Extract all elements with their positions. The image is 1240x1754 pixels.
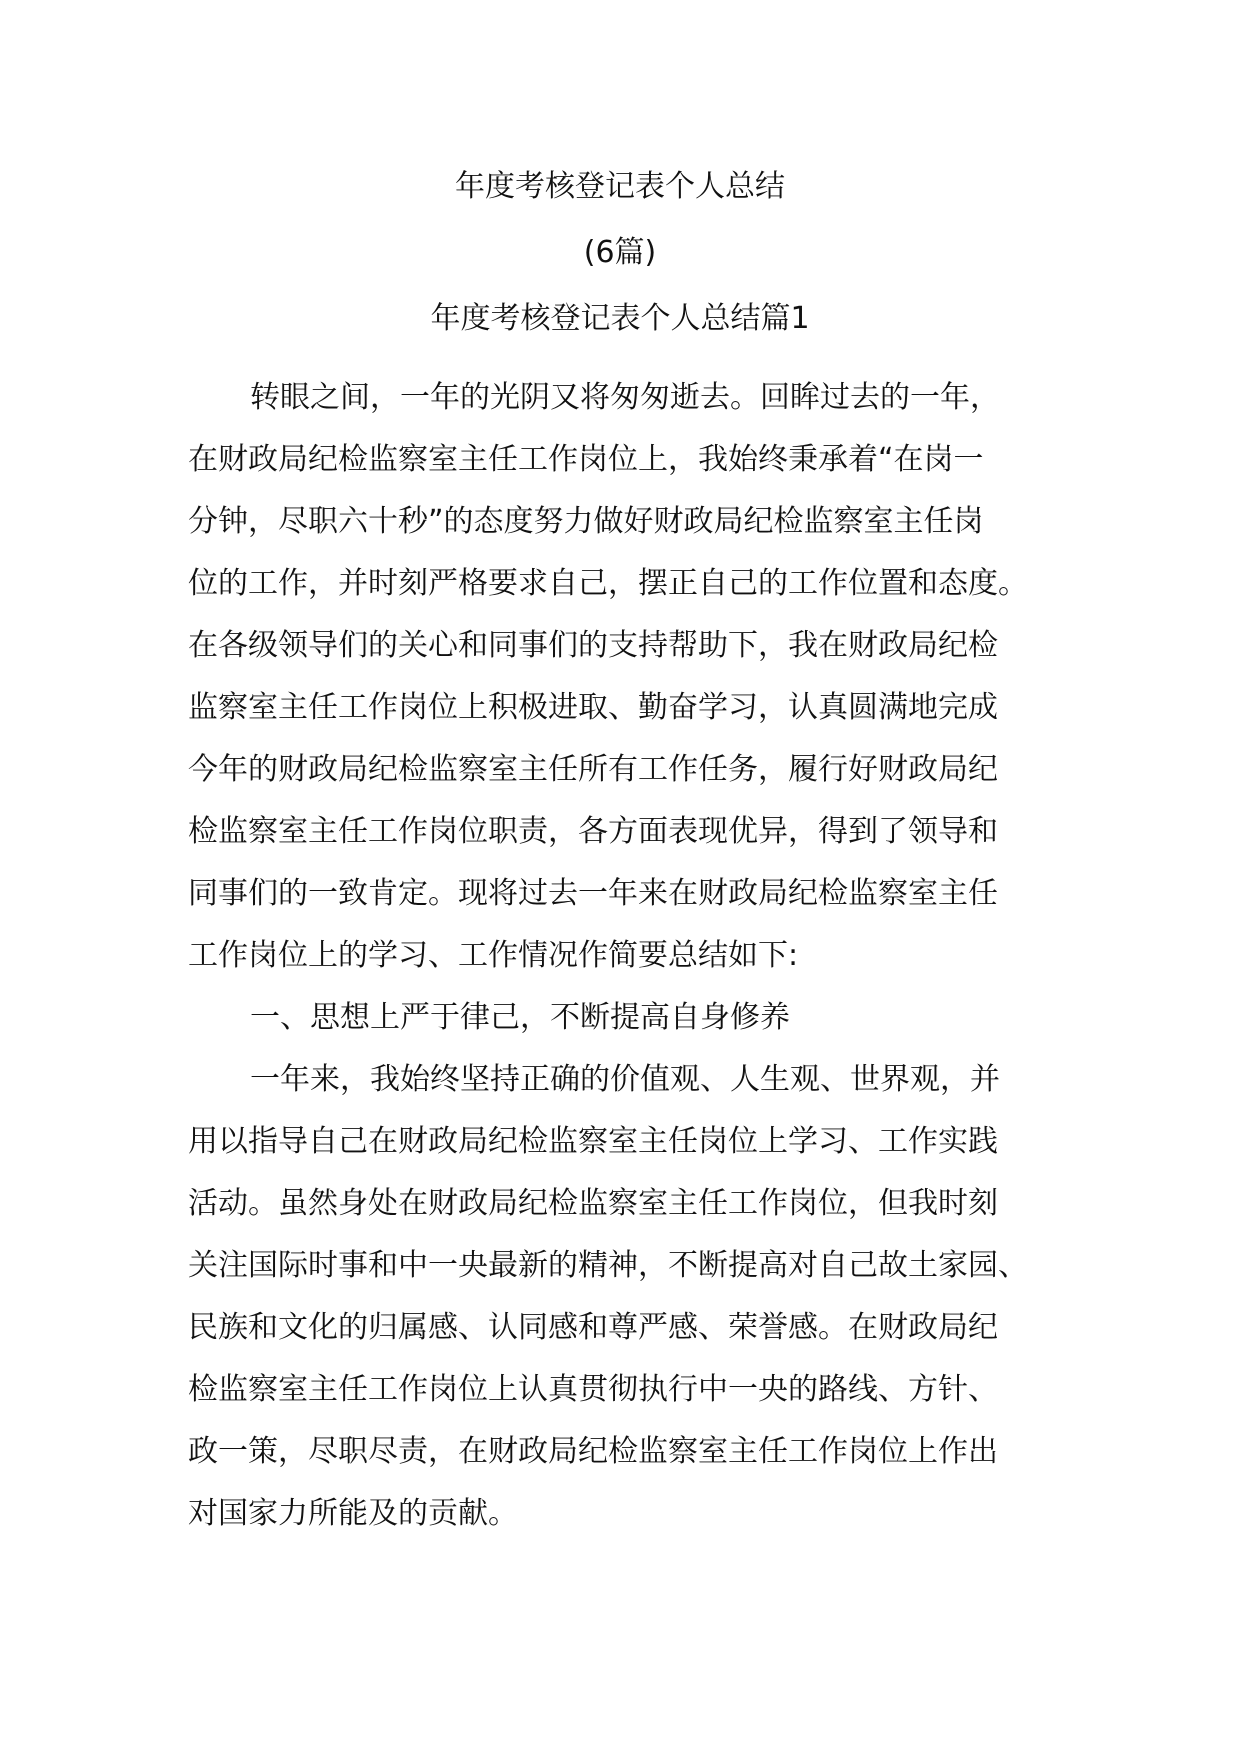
paragraph-line: 民族和文化的归属感、认同感和尊严感、荣誉感。在财政局纪: [188, 1310, 998, 1345]
paragraph-line: 今年的财政局纪检监察室主任所有工作任务，履行好财政局纪: [188, 752, 998, 787]
section-title: 年度考核登记表个人总结篇1: [430, 301, 810, 336]
document-subtitle: (6篇): [583, 235, 657, 270]
paragraph-line: 关注国际时事和中一央最新的精神，不断提高对自己故土家园、: [188, 1248, 1028, 1283]
paragraph-line: 同事们的一致肯定。现将过去一年来在财政局纪检监察室主任: [188, 876, 998, 911]
paragraph-line: 对国家力所能及的贡献。: [188, 1496, 518, 1531]
section-heading-line: 一、思想上严于律己，不断提高自身修养: [250, 1000, 790, 1035]
paragraph-line: 检监察室主任工作岗位上认真贯彻执行中一央的路线、方针、: [188, 1372, 998, 1407]
paragraph-line: 分钟，尽职六十秒”的态度努力做好财政局纪检监察室主任岗: [188, 504, 984, 539]
paragraph-line: 监察室主任工作岗位上积极进取、勤奋学习，认真圆满地完成: [188, 690, 998, 725]
paragraph-line: 转眼之间，一年的光阴又将匆匆逝去。回眸过去的一年，: [250, 380, 1000, 415]
paragraph-line: 一年来，我始终坚持正确的价值观、人生观、世界观，并: [250, 1062, 1000, 1097]
paragraph-line: 工作岗位上的学习、工作情况作简要总结如下:: [188, 938, 799, 973]
paragraph-line: 位的工作，并时刻严格要求自己，摆正自己的工作位置和态度。: [188, 566, 1028, 601]
document-title: 年度考核登记表个人总结: [455, 169, 785, 204]
paragraph-line: 用以指导自己在财政局纪检监察室主任岗位上学习、工作实践: [188, 1124, 998, 1159]
document-body: [188, 367, 1068, 1545]
paragraph-line: 在各级领导们的关心和同事们的支持帮助下，我在财政局纪检: [188, 628, 998, 663]
paragraph-line: 活动。虽然身处在财政局纪检监察室主任工作岗位，但我时刻: [188, 1186, 998, 1221]
paragraph-line: 在财政局纪检监察室主任工作岗位上，我始终秉承着“在岗一: [188, 442, 984, 477]
paragraph-line: 检监察室主任工作岗位职责，各方面表现优异，得到了领导和: [188, 814, 998, 849]
paragraph-line: 政一策，尽职尽责，在财政局纪检监察室主任工作岗位上作出: [188, 1434, 998, 1469]
